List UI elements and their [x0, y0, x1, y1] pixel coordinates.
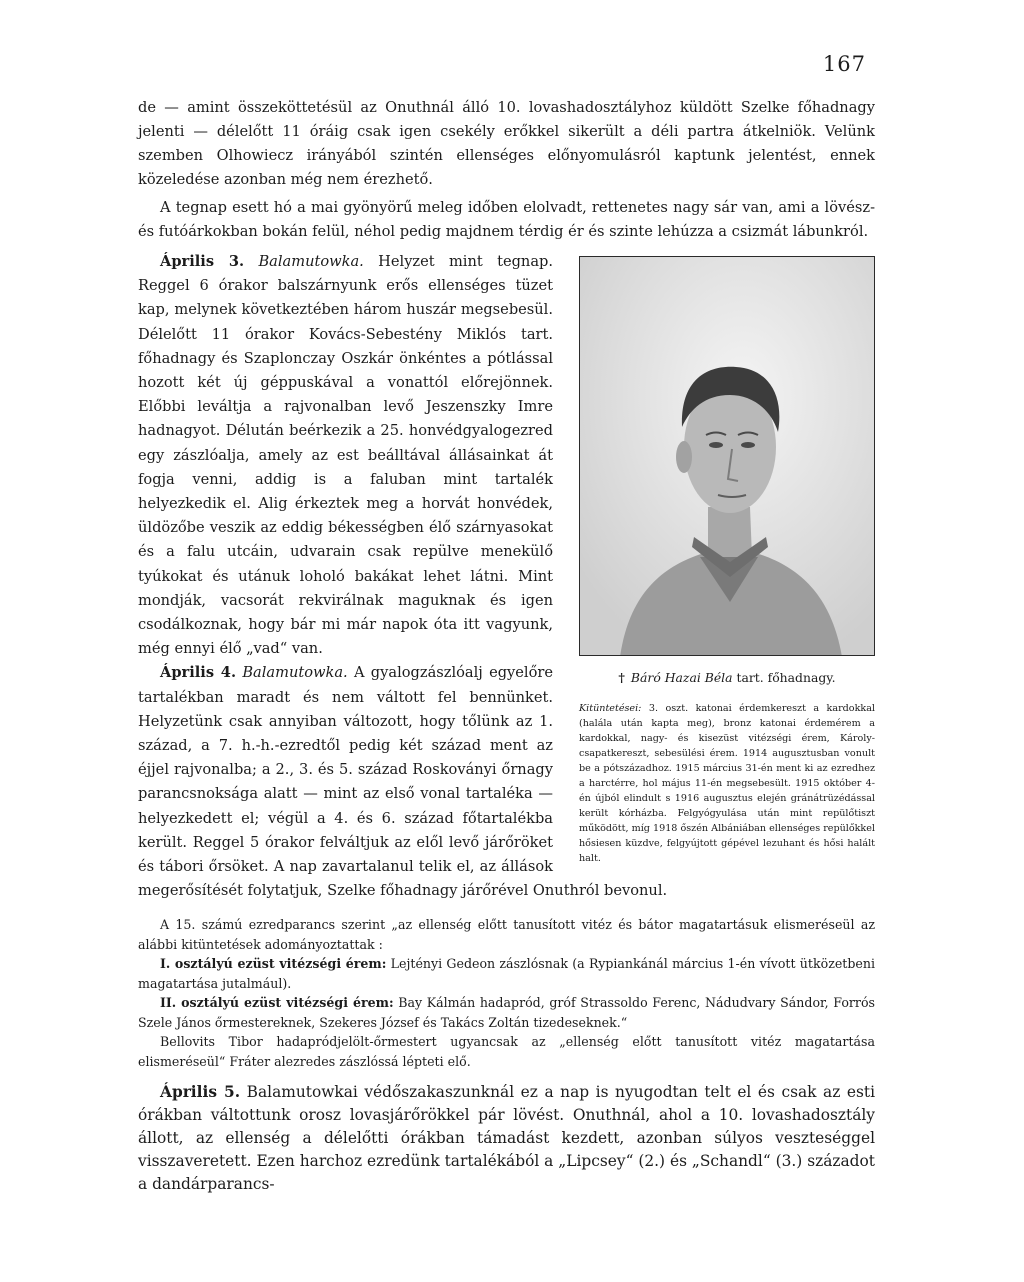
- portrait-photo: [579, 256, 875, 656]
- cross-symbol: †: [618, 670, 625, 685]
- paragraph-april-5: [138, 1081, 875, 1196]
- caption-name: Báró Hazai Béla: [630, 670, 733, 685]
- second-class-label: II. osztályú ezüst vitézségi érem:: [160, 995, 394, 1011]
- paragraph-intro-1: de — amint összeköttetésül az Onuthnál álló 10. lovashadosztályhoz küldött Szelke főhadnagy jelenti — délelőtt 11 óráig csak igen csekély erőkkel sikerült a déli partra átkelniök. Velünk szemben Olhowiecz irányából szintén ellenséges előnyomulásról kaptunk jelentést, ennek közeledése azonban még nem érezhető.: [138, 99, 875, 188]
- paragraph-intro-2: A tegnap esett hó a mai gyönyörű meleg időben elolvadt, rettenetes nagy sár van, ami a lövész- és futóárkokban bokán felül, néhol pedig majdnem térdig ér és szinte lehúzza a csizmát lábunkról.: [138, 199, 875, 240]
- decorations-body: 3. oszt. katonai érdemkereszt a kardokkal (halála után kapta meg), bronz katonai érdemérem a kardokkal, nagy- és kisezüst vitézségi érem, Károly-csapatkereszt, sebesülési érem. 1914 augusztusban vonult be a pótszázadhoz. 1915 március 31-én ment ki az ezredhez a harctérre, hol május 11-én megsebesült. 1915 október 4-én újból elindult s 1916 augusztus elején gránátrüzédással került kórházba. Felgyógyulása után mint repülőtiszt működött, míg 1918 őszén Albániában ellenséges repülőkkel hősiesen küzdve, felgyújtott gépével lezuhant és hősi halált halt.: [579, 703, 875, 864]
- order-intro: A 15. számú ezredparancs szerint „az ellenség előtt tanusított vitéz és bátor magatartásuk elismeréseül az alábbi kitüntetések adományoztattak :: [138, 917, 875, 952]
- first-class-text: Lejtényi Gedeon zászlósnak (a Rypiankánál március 1-én vívott ütközetbeni magatartása jutalmául).: [138, 956, 875, 991]
- order-first-class: [138, 954, 875, 993]
- decorations-text: [579, 701, 875, 866]
- date-april-5: Április 5.: [160, 1083, 241, 1102]
- text-april-5: Balamutowkai védőszakaszunknál ez a nap is nyugodtan telt el és csak az esti órákban váltottunk orosz lovasjárőrökkel pár lövést. Onuthnál, ahol a 10. lovashadosztály állott, az ellenség a délelőtti órákban támadást kezdett, azonban súlyos veszteséggel visszaveretett. Ezen harchoz ezredünk tartalékából a „Lipcsey“ (2.) és „Schandl“ (3.) századot a dandárparancs-: [138, 1083, 875, 1194]
- first-class-label: I. osztályú ezüst vitézségi érem:: [160, 956, 387, 972]
- place-april-4: Balamutowka.: [242, 664, 348, 682]
- decorations-label: Kitüntetései:: [579, 703, 642, 714]
- portrait-illustration: [580, 257, 875, 656]
- text-april-3: Helyzet mint tegnap. Reggel 6 órakor balszárnyunk erős ellenséges tüzet kap, melynek következtében három huszár megsebesül. Délelőtt 11 órakor Kovács-Sebestény Miklós tart. főhadnagy és Szaplonczay Oszkár önkéntes a pótlással hozott két új géppuskával a vonattól előrejönnek. Előbbi leváltja a rajvonalban levő Jeszenszky Imre hadnagyot. Délután beérkezik a 25. honvédgyalogezred egy zászlóalja, amely az est beálltával állásainkat át fogja venni, addig is a faluban mint tartalék helyezkedik el. Alig érkeztek meg a horvát honvédek, üldözőbe veszik az eddig békességben élő szárnyasokat és a falu utcáin, udvarain csak repülve menekülő tyúkokat és utánuk loholó bakákat lehet látni. Mint mondják, vacsorát rekvirálnak maguknak és igen csodálkoznak, hogy bár mi már napok óta itt vagyunk, még ennyi élő „vad“ van.: [138, 253, 554, 658]
- second-class-text: Bay Kálmán hadapród, gróf Strassoldo Ferenc, Nádudvary Sándor, Forrós Szele János őrmestereknek, Szekeres József és Takács Zoltán tizedeseknek.“: [138, 995, 875, 1030]
- regimental-order-block: [138, 915, 875, 1071]
- place-april-3: Balamutowka.: [258, 253, 364, 270]
- text-april-4: A gyalogzászlóalj egyelőre tartalékban maradt és nem váltott fel bennünket. Helyzetünk csak annyiban változott, hogy tőlünk az 1. század, a 7. h.-h.-ezredtől pedig két század ment az éjjel rajvonalba; a 2., 3. és 5. század Roskoványi őrnagy parancsnoksága alatt — mint az első vonal tartaléka — helyezkedett el; végül a 4. és 6. század főtartalékba került. Reggel 5 órakor felváltjuk az elől levő járőröket és tábori őrsöket. A nap zavartalanul telik el, az állások megerősítését folytatjuk, Szelke főhadnagy járőrével Onuthról bevonul.: [138, 664, 668, 900]
- portrait-caption: [579, 670, 875, 685]
- page-content: [138, 96, 875, 1196]
- portrait-figure: [579, 256, 875, 866]
- order-second-class: [138, 993, 875, 1032]
- date-april-3: Április 3.: [160, 253, 245, 270]
- page-number: 167: [822, 52, 866, 76]
- two-column-section: [138, 250, 875, 903]
- order-promotion: Bellovits Tibor hadapródjelölt-őrmestert ugyancsak az „ellenség előtt tanusított vitéz magatartása elismeréseül“ Fráter alezredes zászlóssá lépteti elő.: [138, 1034, 875, 1069]
- date-april-4: Április 4.: [160, 664, 237, 682]
- caption-rank: tart. főhadnagy.: [732, 670, 836, 685]
